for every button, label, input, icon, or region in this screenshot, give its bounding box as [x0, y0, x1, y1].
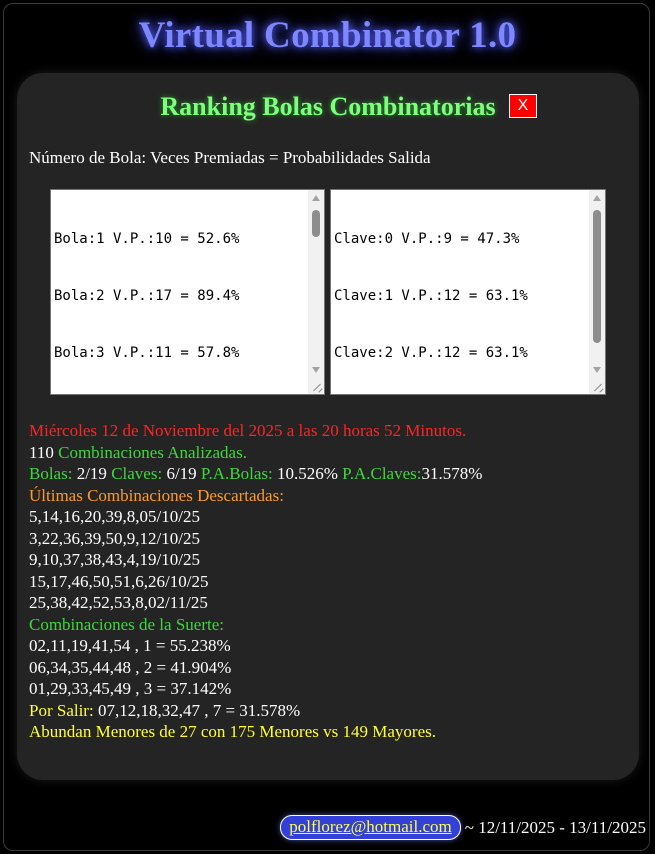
bolas-line: Bola:1 V.P.:10 = 52.6%: [54, 231, 240, 247]
scroll-thumb[interactable]: [593, 210, 601, 343]
suerte-item: 02,11,19,41,54 , 1 = 55.238%: [29, 636, 231, 655]
bolas-value: 2/19: [76, 464, 107, 483]
info-section: [29, 420, 482, 743]
ranking-panel: [17, 73, 639, 780]
suerte-title: Combinaciones de la Suerte:: [29, 614, 224, 634]
panel-title: Ranking Bolas Combinatorias: [160, 92, 496, 121]
claves-line: Clave:1 V.P.:12 = 63.1%: [334, 288, 528, 304]
date-range: ~ 12/11/2025 - 13/11/2025: [464, 817, 646, 837]
stats-line: [29, 463, 482, 485]
app-title: Virtual Combinator 1.0: [138, 15, 517, 56]
email-link[interactable]: polflorez@hotmail.com: [280, 815, 460, 840]
suerte-item: 01,29,33,45,49 , 3 = 37.142%: [29, 679, 232, 698]
pa-bolas-value: 10.526%: [276, 464, 338, 483]
abundan-line: Abundan Menores de 27 con 175 Menores vs 149 Mayores.: [29, 722, 436, 741]
pa-bolas-label: P.A.Bolas:: [196, 464, 277, 483]
descartada-item: 3,22,36,39,50,9,12/10/25: [29, 528, 200, 548]
datetime-line: Miércoles 12 de Noviembre del 2025 a las 20 horas 52 Minutos.: [29, 421, 467, 440]
analyzed-line: [29, 442, 482, 464]
bolas-listbox[interactable]: [50, 189, 325, 395]
bolas-lines: [54, 192, 248, 395]
pa-claves-label: P.A.Claves:: [337, 464, 422, 483]
por-salir-label: Por Salir:: [29, 700, 98, 720]
descartada-item: 5,14,16,20,39,8,05/10/25: [29, 507, 200, 526]
claves-label: Claves:: [106, 464, 167, 483]
scroll-down-icon[interactable]: [312, 367, 320, 373]
close-button[interactable]: X: [509, 94, 537, 118]
descartada-item: 15,17,46,50,51,6,26/10/25: [29, 571, 209, 591]
claves-line: Clave:0 V.P.:9 = 47.3%: [334, 231, 520, 247]
claves-scrollbar[interactable]: [589, 190, 605, 378]
resize-grip-icon[interactable]: [589, 378, 605, 394]
panel-subtitle: Número de Bola: Veces Premiadas = Probabilidades Salida: [29, 148, 431, 167]
resize-grip-icon[interactable]: [308, 378, 324, 394]
scroll-down-icon[interactable]: [593, 367, 601, 373]
analyzed-label: Combinaciones Analizadas.: [53, 442, 247, 462]
analyzed-count: 110: [29, 442, 54, 462]
claves-lines: [334, 192, 528, 395]
bolas-line: Bola:2 V.P.:17 = 89.4%: [54, 288, 240, 304]
scroll-up-icon[interactable]: [312, 195, 320, 201]
bolas-label: Bolas:: [29, 464, 77, 483]
descartada-item: 25,38,42,52,53,8,02/11/25: [29, 593, 208, 612]
por-salir-value: 07,12,18,32,47 , 7 = 31.578%: [97, 700, 301, 720]
suerte-item: 06,34,35,44,48 , 2 = 41.904%: [29, 657, 232, 677]
claves-listbox[interactable]: [330, 189, 606, 395]
bolas-scrollbar[interactable]: [308, 190, 324, 378]
claves-value: 6/19: [166, 464, 197, 483]
descartadas-title: Últimas Combinaciones Descartadas:: [29, 485, 284, 505]
descartada-item: 9,10,37,38,43,4,19/10/25: [29, 550, 200, 569]
pa-claves-value: 31.578%: [421, 464, 483, 483]
por-salir-line: [29, 700, 482, 722]
bolas-line: Bola:3 V.P.:11 = 57.8%: [54, 345, 240, 361]
claves-line: Clave:2 V.P.:12 = 63.1%: [334, 345, 528, 361]
footer: [280, 815, 646, 840]
scroll-thumb[interactable]: [312, 210, 320, 237]
scroll-up-icon[interactable]: [593, 195, 601, 201]
